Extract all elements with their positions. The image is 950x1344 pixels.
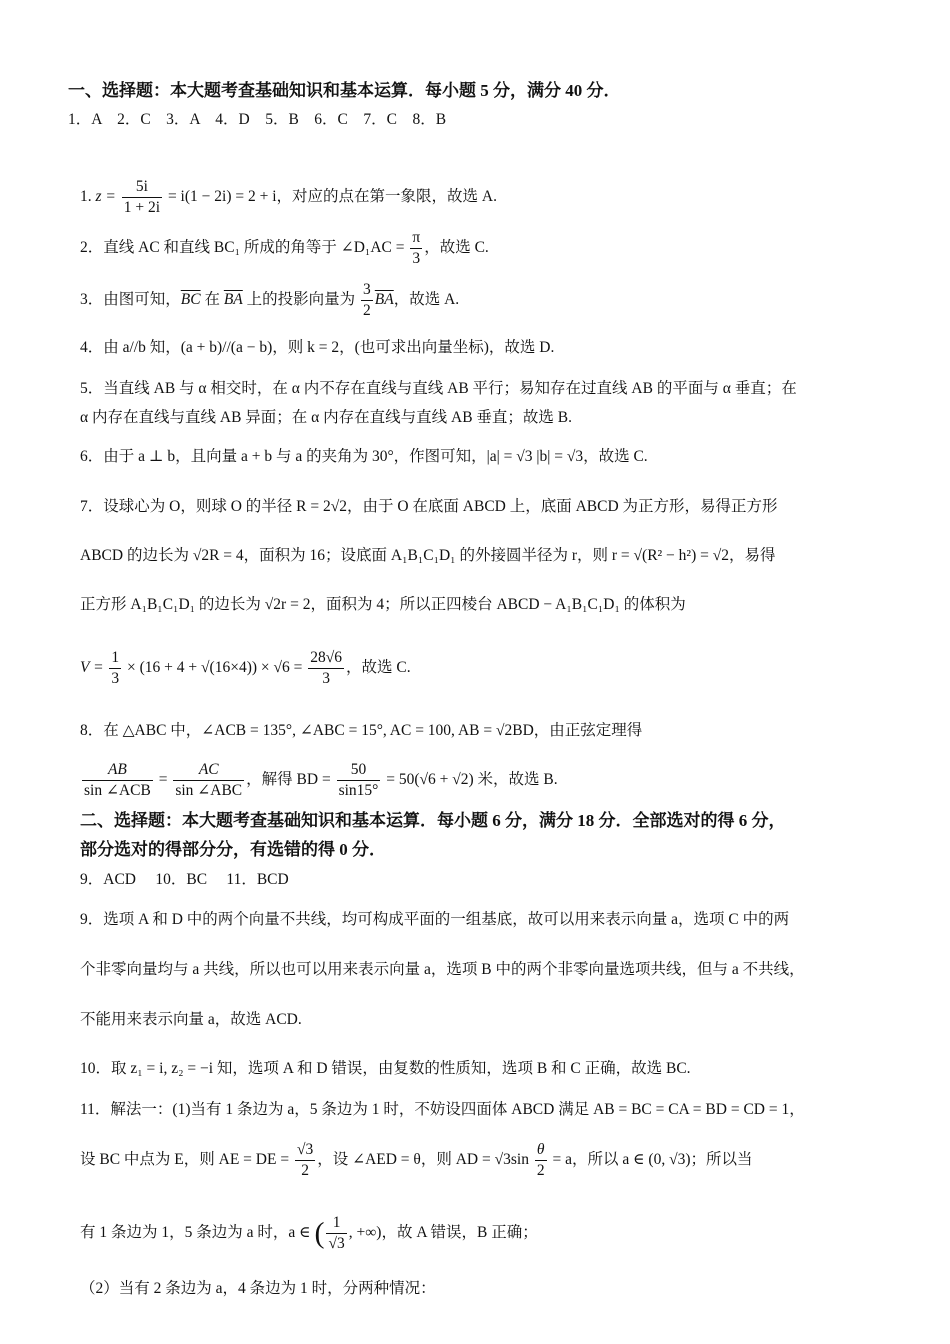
q11-l2-fd: 2 [301, 1162, 309, 1179]
q1-rest: = i(1 − 2i) = 2 + i [167, 188, 277, 206]
q11-l2-pre: 设 BC 中点为 E，则 AE = DE = [80, 1151, 290, 1169]
q3-fraction [361, 280, 373, 321]
q11-frac-sqrt3-2 [295, 1140, 315, 1181]
q11-l2-mid: ，设 ∠AED = θ，则 AD = √3sin [317, 1151, 529, 1169]
q7-frac2-num: 28√6 [308, 648, 344, 669]
q2-text: 2．直线 AC 和直线 BC₁ 所成的角等于 ∠D₁AC = [80, 239, 405, 257]
q7-frac1-num: 1 [109, 648, 121, 669]
q9-line-2: 个非零向量均与 a 共线，所以也可以用来表示向量 a，选项 B 中的两个非零向量选项共线，但与 a 不共线， [80, 961, 805, 978]
q7-v-mid: × (16 + 4 + √(16×4)) × √6 = [127, 659, 303, 677]
q8-line-2 [80, 760, 558, 801]
q1-lhs: z = [95, 188, 116, 206]
q11-l3-fd: √3 [328, 1235, 345, 1252]
q7-line-2: ABCD 的边长为 √2R = 4，面积为 16；设底面 A₁B₁C₁D₁ 的外接圆半径为 r，则 r = √(R² − h²) = √2，易得 [80, 547, 776, 564]
q11-line-2 [80, 1140, 753, 1181]
q8-f2-num: AC [173, 760, 244, 781]
q7-line-1: 7．设球心为 O，则球 O 的半径 R = 2√2，由于 O 在底面 ABCD 上，底面 ABCD 为正方形，易得正方形 [80, 498, 778, 515]
q2-frac-num: π [410, 228, 422, 249]
q11-line-3 [80, 1213, 538, 1254]
q11-l2-fn2: θ [535, 1140, 547, 1161]
q3-pre: 3．由图可知， [80, 291, 181, 309]
q3-frac-den: 2 [363, 302, 371, 319]
q7-line-3: 正方形 A₁B₁C₁D₁ 的边长为 √2r = 2，面积为 4；所以正四棱台 ABCD − A₁B₁C₁D₁ 的体积为 [80, 596, 686, 613]
q1-frac-den: 1 + 2i [123, 199, 161, 216]
q2-tail: ，故选 C. [424, 239, 489, 257]
q3-mid: 在 [200, 291, 224, 309]
q1-tail: ，对应的点在第一象限，故选 A. [276, 188, 497, 206]
q11-line-4: （2）当有 2 条边为 a，4 条边为 1 时，分两种情况： [80, 1280, 436, 1297]
section2-heading-2: 部分选对的得部分分，有选错的得 0 分． [80, 840, 386, 859]
q7-volume-line [80, 648, 411, 689]
q5-line-1: 5．当直线 AB 与 α 相交时，在 α 内不存在直线与直线 AB 平行；易知存在过直线 AB 的平面与 α 垂直；在 [80, 380, 797, 397]
q3-mid2: 上的投影向量为 [242, 291, 356, 309]
q8-f3-den: sin15° [338, 782, 379, 799]
q8-frac-bd [337, 760, 381, 801]
q3-tail: ，故选 A. [393, 291, 460, 309]
q8-line-1: 8．在 △ABC 中，∠ACB = 135°, ∠ABC = 15°, AC = 100, AB = √2BD，由正弦定理得 [80, 722, 643, 739]
q7-frac1-den: 3 [111, 670, 120, 687]
q8-frac-ac [173, 760, 244, 801]
q8-f1-den: sin ∠ACB [84, 782, 151, 799]
q8-f1-num: AB [82, 760, 153, 781]
q3-vector-ba: $\overline{BA}$ [223, 291, 243, 309]
q1-frac-num: 5i [122, 177, 162, 198]
q11-l2-tail: = a，所以 a ∈ (0, √3)；所以当 [552, 1151, 753, 1169]
q7-tail: ，故选 C. [346, 659, 411, 677]
q11-line-1: 11．解法一：(1)当有 1 条边为 a，5 条边为 1 时，不妨设四面体 ABCD 满足 AB = BC = CA = BD = CD = 1， [80, 1101, 805, 1118]
q11-l3-tail: , +∞)，故 A 错误，B 正确； [348, 1224, 538, 1242]
q7-frac2-den: 3 [322, 670, 331, 687]
section1-heading: 一、选择题：本大题考查基础知识和基本运算．每小题 5 分，满分 40 分． [68, 81, 621, 100]
q8-mid: ，解得 BD = [246, 771, 331, 789]
q11-l2-fn: √3 [295, 1140, 315, 1161]
q11-frac-1-sqrt3 [326, 1213, 346, 1254]
q9-line-3: 不能用来表示向量 a，故选 ACD. [80, 1011, 302, 1028]
q11-l3-fn: 1 [326, 1213, 346, 1234]
q8-f3-num: 50 [337, 760, 381, 781]
q5-line-2: α 内存在直线与直线 AB 异面；在 α 内存在直线与直线 AB 垂直；故选 B. [80, 409, 573, 426]
q11-l2-fd2: 2 [536, 1162, 545, 1179]
q1-fraction [122, 177, 162, 218]
q3-line [80, 280, 459, 321]
section1-answers: 1．A 2．C 3．A 4．D 5．B 6．C 7．C 8．B [68, 111, 447, 128]
q1-num: 1. [80, 188, 92, 206]
q3-vector-ba-2: $\overline{BA}$ [374, 291, 394, 309]
q8-tail: = 50(√6 + √2) 米，故选 B. [386, 771, 558, 789]
q10-line: 10．取 z₁ = i, z₂ = −i 知，选项 A 和 D 错误，由复数的性质知，选项 B 和 C 正确，故选 BC. [80, 1060, 691, 1077]
q7-v-lhs: V = [80, 659, 104, 677]
section2-answers: 9．ACD 10．BC 11．BCD [80, 871, 289, 888]
q11-open-paren: ( [314, 1216, 325, 1250]
q8-frac-ab [82, 760, 153, 801]
q6-line: 6．由于 a ⊥ b，且向量 a + b 与 a 的夹角为 30°，作图可知，|a| = √3 |b| = √3，故选 C. [80, 448, 648, 465]
q3-frac-num: 3 [361, 280, 373, 301]
q8-eq: = [158, 771, 168, 789]
q7-frac-result [308, 648, 344, 689]
q3-vector-bc: $\overline{BC}$ [180, 291, 201, 309]
q11-l3-pre: 有 1 条边为 1，5 条边为 a 时，a ∈ [80, 1224, 311, 1242]
q8-f2-den: sin ∠ABC [175, 782, 243, 799]
q1-line [80, 177, 497, 218]
q11-frac-theta-2 [535, 1140, 547, 1181]
q2-line [80, 228, 489, 269]
q2-frac-den: 3 [412, 250, 421, 267]
q2-fraction [410, 228, 422, 269]
section2-heading-1: 二、选择题：本大题考查基础知识和基本运算．每小题 6 分，满分 18 分．全部选对的得 6 分， [80, 811, 786, 830]
q7-frac-one-third [109, 648, 121, 689]
q9-line-1: 9．选项 A 和 D 中的两个向量不共线，均可构成平面的一组基底，故可以用来表示向量 a，选项 C 中的两 [80, 911, 790, 928]
q4-line: 4．由 a//b 知，(a + b)//(a − b)，则 k = 2，(也可求出向量坐标)，故选 D. [80, 339, 555, 356]
